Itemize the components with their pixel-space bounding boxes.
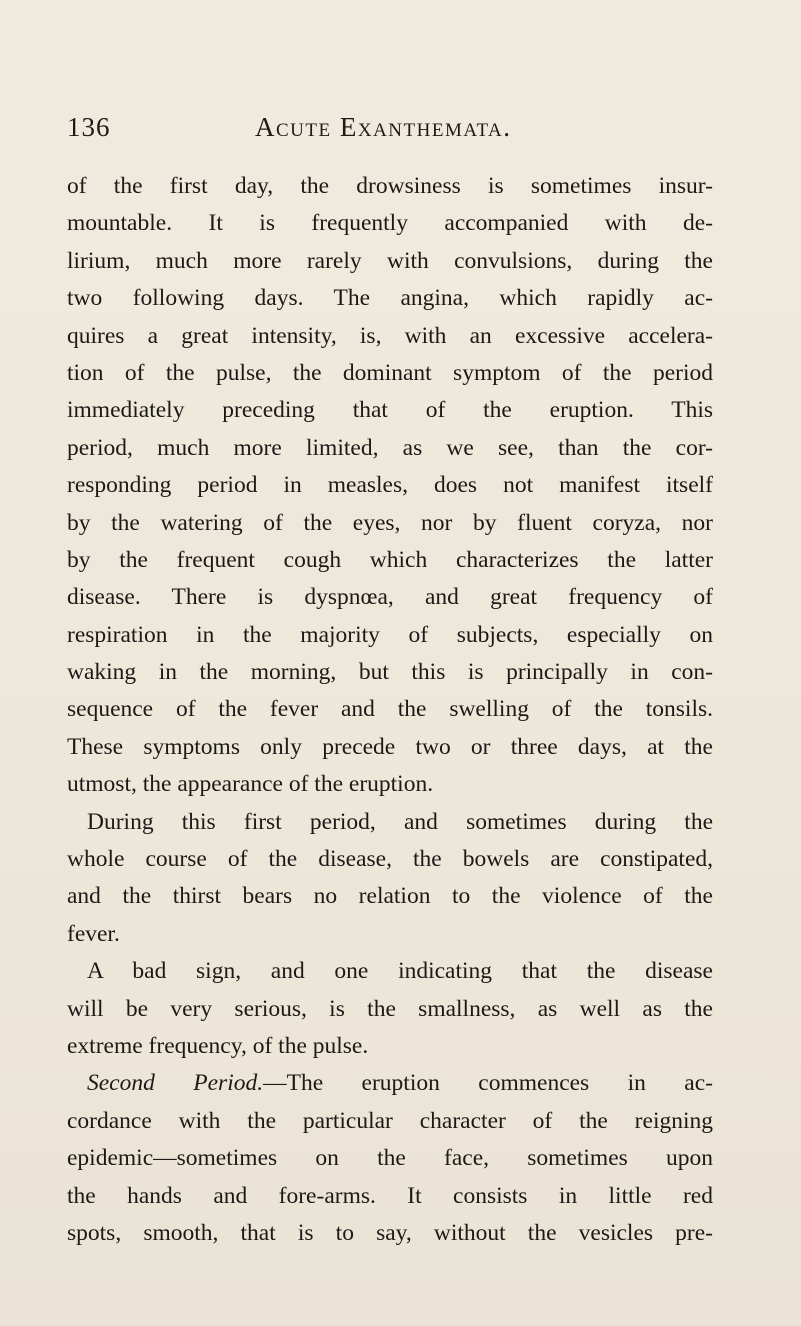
paragraph-end-line: extreme frequency, of the pulse. bbox=[67, 1032, 369, 1059]
paragraph-start-line: During this first period, and sometimes during the bbox=[87, 808, 713, 835]
body-text bbox=[67, 168, 713, 1252]
text-line: sequence of the fever and the swelling of the tonsils. bbox=[67, 696, 713, 723]
section-heading: Second Period. bbox=[87, 1070, 264, 1097]
text-line: and the thirst bears no relation to the violence of the bbox=[67, 883, 713, 910]
text-line: lirium, much more rarely with convulsions, during the bbox=[67, 247, 713, 274]
text-line: spots, smooth, that is to say, without the vesicles pre- bbox=[67, 1219, 713, 1246]
text-line: waking in the morning, but this is principally in con- bbox=[67, 659, 713, 686]
text-line: epidemic—sometimes on the face, sometimes upon bbox=[67, 1145, 713, 1172]
text-line: will be very serious, is the smallness, as well as the bbox=[67, 995, 713, 1022]
text-line: by the watering of the eyes, nor by fluent coryza, nor bbox=[67, 509, 713, 536]
running-head bbox=[67, 112, 727, 152]
text-line: the hands and fore-arms. It consists in little red bbox=[67, 1182, 713, 1209]
text-line: of the first day, the drowsiness is sometimes insur- bbox=[67, 173, 713, 199]
section-heading-continuation: —The eruption commences in ac- bbox=[263, 1070, 713, 1097]
text-line: period, much more limited, as we see, than the cor- bbox=[67, 434, 713, 461]
text-line: two following days. The angina, which rapidly ac- bbox=[67, 285, 713, 312]
text-line: respiration in the majority of subjects, especially on bbox=[67, 621, 713, 648]
running-title: Acute Exanthemata. bbox=[255, 112, 512, 142]
text-line: cordance with the particular character of the reigning bbox=[67, 1107, 713, 1134]
text-line: disease. There is dyspnœa, and great frequency of bbox=[67, 584, 713, 611]
text-line: by the frequent cough which characterizes the latter bbox=[67, 546, 713, 573]
text-line: whole course of the disease, the bowels are constipated, bbox=[67, 846, 713, 873]
section-heading-line bbox=[67, 1065, 713, 1102]
text-line: quires a great intensity, is, with an excessive accelera- bbox=[67, 322, 713, 349]
text-line: mountable. It is frequently accompanied with de- bbox=[67, 210, 713, 237]
text-line: responding period in measles, does not manifest itself bbox=[67, 472, 713, 499]
text-line: immediately preceding that of the eruption. This bbox=[67, 397, 713, 424]
paragraph-end-line: fever. bbox=[67, 920, 120, 947]
paragraph-end-line: utmost, the appearance of the eruption. bbox=[67, 771, 434, 798]
text-line: tion of the pulse, the dominant symptom of the period bbox=[67, 359, 713, 386]
text-line: These symptoms only precede two or three days, at the bbox=[67, 733, 713, 760]
page-number: 136 bbox=[67, 112, 111, 142]
paragraph-start-line: A bad sign, and one indicating that the disease bbox=[87, 958, 713, 985]
